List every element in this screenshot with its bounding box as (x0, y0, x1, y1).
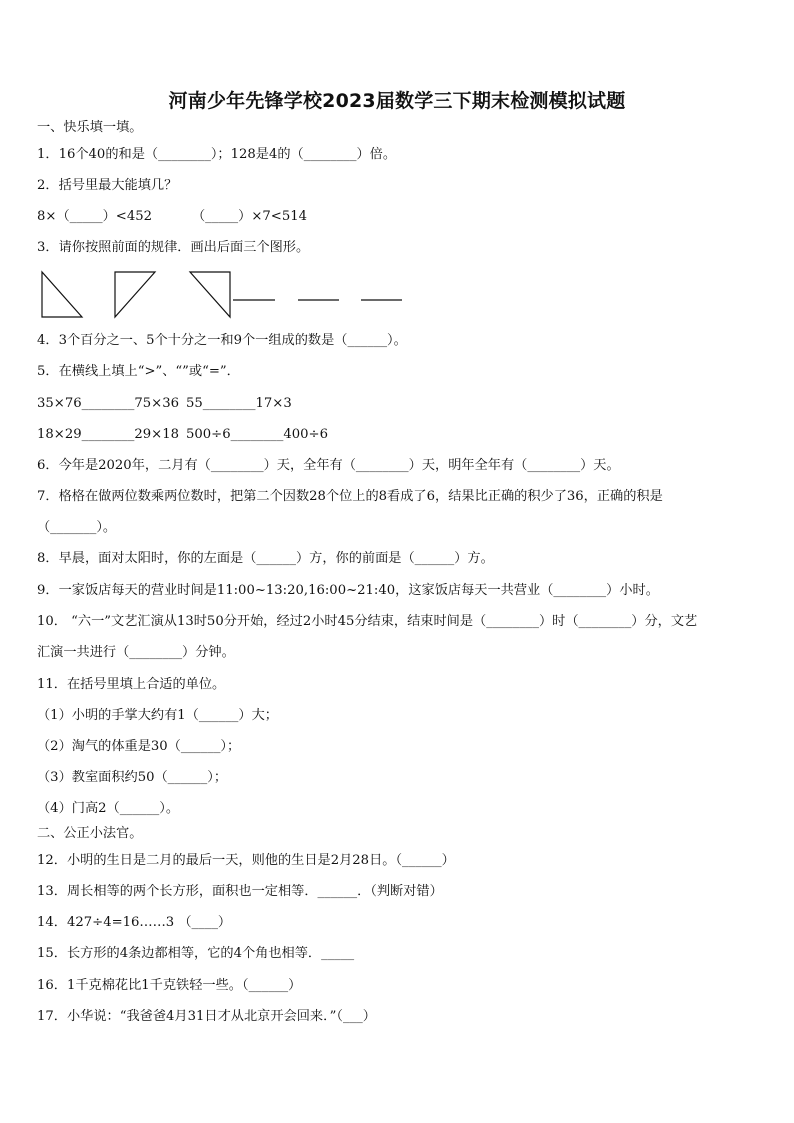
question-1: 1．16个40的和是（________）；128是4的（________）倍。 (37, 147, 397, 162)
question-5c: 18×29________29×18 (37, 427, 179, 442)
section-heading-judge: 二、公正小法官。 (37, 826, 143, 841)
question-13: 13．周长相等的两个长方形，面积也一定相等．______．（判断对错） (37, 884, 443, 899)
question-5a: 35×76________75×36 (37, 396, 179, 411)
question-10: 10． “六一”文艺汇演从13时50分开始，经过2小时45分结束，结束时间是（________）时（________）分，文艺 (37, 614, 698, 629)
question-11-4: （4）门高2（______）。 (37, 801, 180, 816)
triangle-pattern-figure (37, 270, 417, 320)
triangle-shape-1 (42, 272, 82, 317)
question-2: 2．括号里最大能填几？ (37, 178, 178, 193)
question-17: 17．小华说：“我爸爸4月31日才从北京开会回来．”（___） (37, 1009, 376, 1024)
question-2b: （_____）×7<514 (192, 209, 308, 224)
question-12: 12．小明的生日是二月的最后一天，则他的生日是2月28日。（______） (37, 853, 455, 868)
question-4: 4．3个百分之一、5个十分之一和9个一组成的数是（______）。 (37, 333, 407, 348)
section-heading-fill: 一、快乐填一填。 (37, 120, 143, 135)
question-11-1: （1）小明的手掌大约有1（______）大； (37, 708, 278, 723)
triangle-shape-3 (190, 272, 230, 317)
question-7: 7．格格在做两位数乘两位数时，把第二个因数28个位上的8看成了6，结果比正确的积少了36，正确的积是 (37, 489, 663, 504)
question-7-continued: （_______）。 (37, 520, 117, 535)
triangle-shape-2 (115, 272, 155, 317)
question-6: 6．今年是2020年，二月有（________）天，全年有（________）天，明年全年有（________）天。 (37, 458, 620, 473)
question-5: 5．在横线上填上“>”、“”或“=”． (37, 364, 240, 379)
question-11-2: （2）淘气的体重是30（______）； (37, 739, 241, 754)
question-8: 8．早晨，面对太阳时，你的左面是（______）方，你的前面是（______）方。 (37, 551, 494, 566)
question-9: 9．一家饭店每天的营业时间是11:00~13:20,16:00~21:40，这家饭店每天一共营业（________）小时。 (37, 583, 659, 598)
question-5b: 55________17×3 (186, 396, 292, 411)
question-11: 11．在括号里填上合适的单位。 (37, 677, 226, 692)
question-15: 15．长方形的4条边都相等，它的4个角也相等．_____ (37, 946, 355, 961)
question-5d: 500÷6________400÷6 (186, 427, 328, 442)
question-3: 3．请你按照前面的规律．画出后面三个图形。 (37, 240, 310, 255)
page-title: 河南少年先锋学校2023届数学三下期末检测模拟试题 (168, 90, 626, 112)
question-11-3: （3）教室面积约50（______）； (37, 770, 228, 785)
question-14: 14．427÷4=16……3 （____） (37, 915, 232, 930)
question-10-continued: 汇演一共进行（________）分钟。 (37, 645, 235, 660)
question-16: 16．1千克棉花比1千克铁轻一些。（______） (37, 978, 302, 993)
question-2a: 8×（_____）<452 (37, 209, 153, 224)
